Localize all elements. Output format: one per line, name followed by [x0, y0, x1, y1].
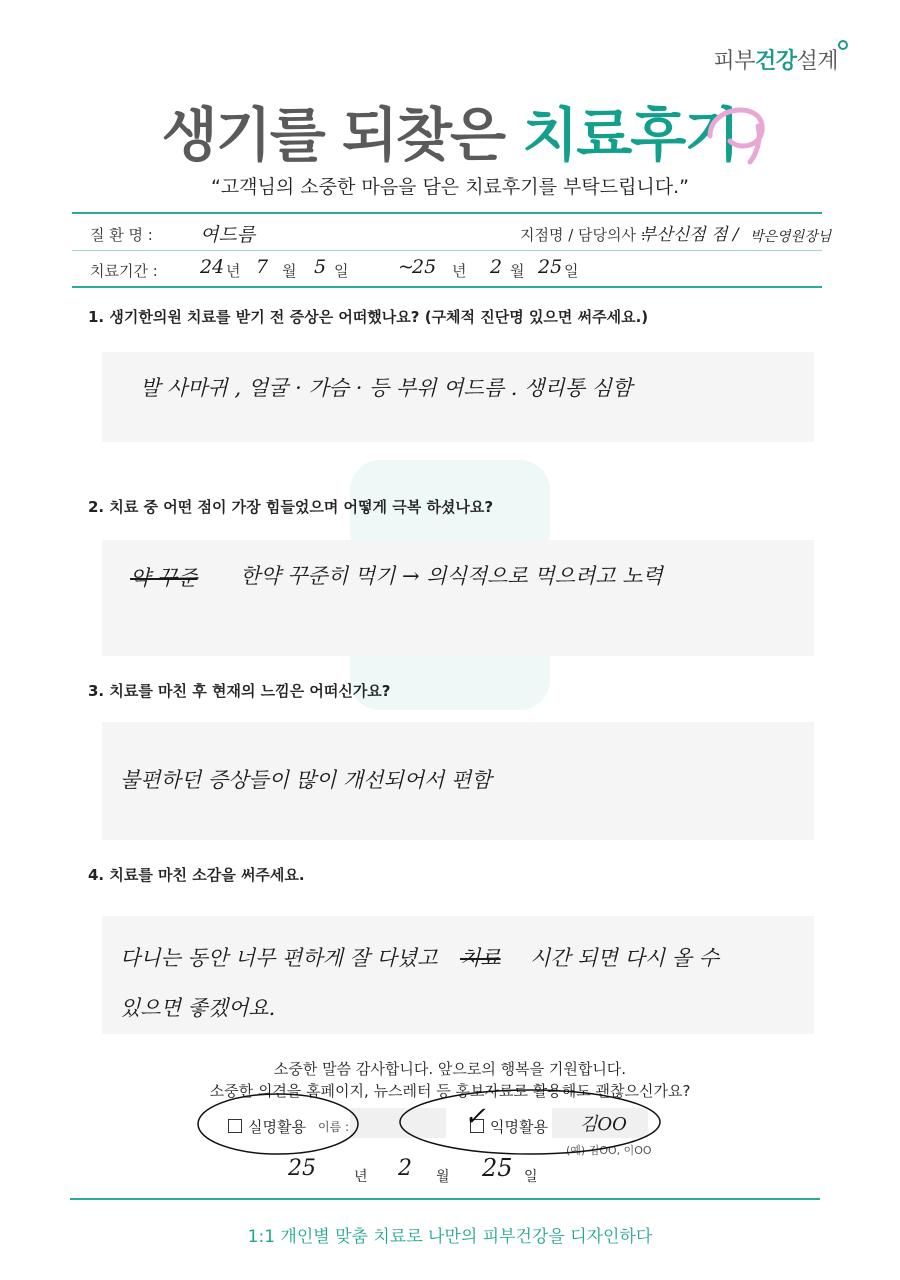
answer-4-strikeout: 치료: [460, 946, 501, 970]
date-year-unit: 년: [354, 1169, 368, 1185]
thanks-text: 소중한 말씀 감사합니다. 앞으로의 행복을 기원합니다.: [273, 1060, 627, 1078]
answer-2-strikeout: 약 꾸준: [130, 566, 198, 590]
date-year: 25: [288, 1156, 316, 1181]
question-2: 2. 치료 중 어떤 점이 가장 힘들었으며 어떻게 극복 하셨나요?: [88, 498, 494, 516]
brand-logo: [713, 44, 838, 75]
end-year-unit: 년: [452, 262, 467, 280]
brand-suffix: 설계: [796, 49, 838, 74]
branch-label: 지점명 / 담당의사 :: [520, 226, 646, 244]
doctor-value: 박은영원장님: [750, 229, 832, 245]
question-4: 4. 치료를 마친 소감을 써주세요.: [88, 866, 305, 884]
divider-footer: [70, 1198, 820, 1200]
branch-value: 부산신점 점 /: [640, 225, 739, 245]
end-month: 2: [490, 256, 503, 278]
start-year-unit: 년: [226, 262, 241, 280]
answer-4-line1b: 시간 되면 다시 올 수: [530, 946, 719, 970]
answer-box-2: [102, 540, 814, 656]
real-name-label: 실명활용: [248, 1118, 306, 1136]
anonymous-check-mark: ✓: [464, 1102, 486, 1132]
date-day: 25: [482, 1154, 513, 1182]
subtitle: “고객님의 소중한 마음을 담은 치료후기를 부탁드립니다.”: [210, 176, 690, 198]
period-label: 치료기간 :: [90, 262, 158, 280]
anonymous-label: 익명활용: [490, 1118, 548, 1136]
title-part2: 치료후기: [522, 101, 739, 169]
start-year: 24: [200, 256, 225, 278]
divider-top: [72, 212, 822, 214]
start-day: 5: [314, 256, 327, 278]
name-label: 이름 :: [318, 1120, 350, 1134]
start-month-unit: 월: [282, 262, 297, 280]
footer-slogan: 1:1 개인별 맞춤 치료로 나만의 피부건강을 디자인하다: [247, 1227, 653, 1247]
end-day: 25: [538, 256, 563, 278]
answer-3: 불편하던 증상들이 많이 개선되어서 편함: [120, 768, 492, 792]
divider-mid: [72, 250, 822, 251]
anonymous-value: 김OO: [580, 1114, 627, 1135]
start-month: 7: [256, 256, 269, 278]
disease-value: 여드름: [200, 224, 256, 246]
end-day-unit: 일: [564, 262, 579, 280]
tilde: ~: [398, 256, 414, 278]
start-day-unit: 일: [334, 262, 349, 280]
date-day-unit: 일: [524, 1169, 538, 1185]
end-year: 25: [412, 256, 437, 278]
example-text: (예) 김OO, 이OO: [566, 1144, 652, 1157]
question-1: 1. 생기한의원 치료를 받기 전 증상은 어떠했나요? (구체적 진단명 있으면 써주세요.): [88, 308, 649, 326]
answer-2: 한약 꾸준히 먹기 → 의식적으로 먹으려고 노력: [240, 564, 663, 588]
pink-scribble-icon: [700, 96, 780, 166]
answer-4-line2: 있으면 좋겠어요.: [120, 996, 276, 1020]
answer-1: 발 사마귀 , 얼굴 · 가슴 · 등 부위 여드름 . 생리통 심함: [140, 376, 633, 400]
brand-dot-icon: [838, 40, 848, 50]
consent-text: 소중한 의견을 홈페이지, 뉴스레터 등 홍보자료로 활용해도 괜찮으신가요?: [209, 1082, 691, 1100]
handwritten-circles-icon: [190, 1088, 690, 1168]
date-month: 2: [398, 1156, 412, 1181]
brand-prefix: 피부: [713, 49, 755, 74]
date-month-unit: 월: [436, 1169, 450, 1185]
brand-highlight: 건강: [754, 49, 797, 74]
disease-label: 질 환 명 :: [90, 226, 153, 244]
end-month-unit: 월: [510, 262, 525, 280]
divider-info-bottom: [72, 286, 822, 288]
title-part1: 생기를 되찾은: [161, 101, 523, 169]
question-3: 3. 치료를 마친 후 현재의 느낌은 어떠신가요?: [88, 682, 391, 700]
answer-4-line1: 다니는 동안 너무 편하게 잘 다녔고: [120, 946, 438, 970]
